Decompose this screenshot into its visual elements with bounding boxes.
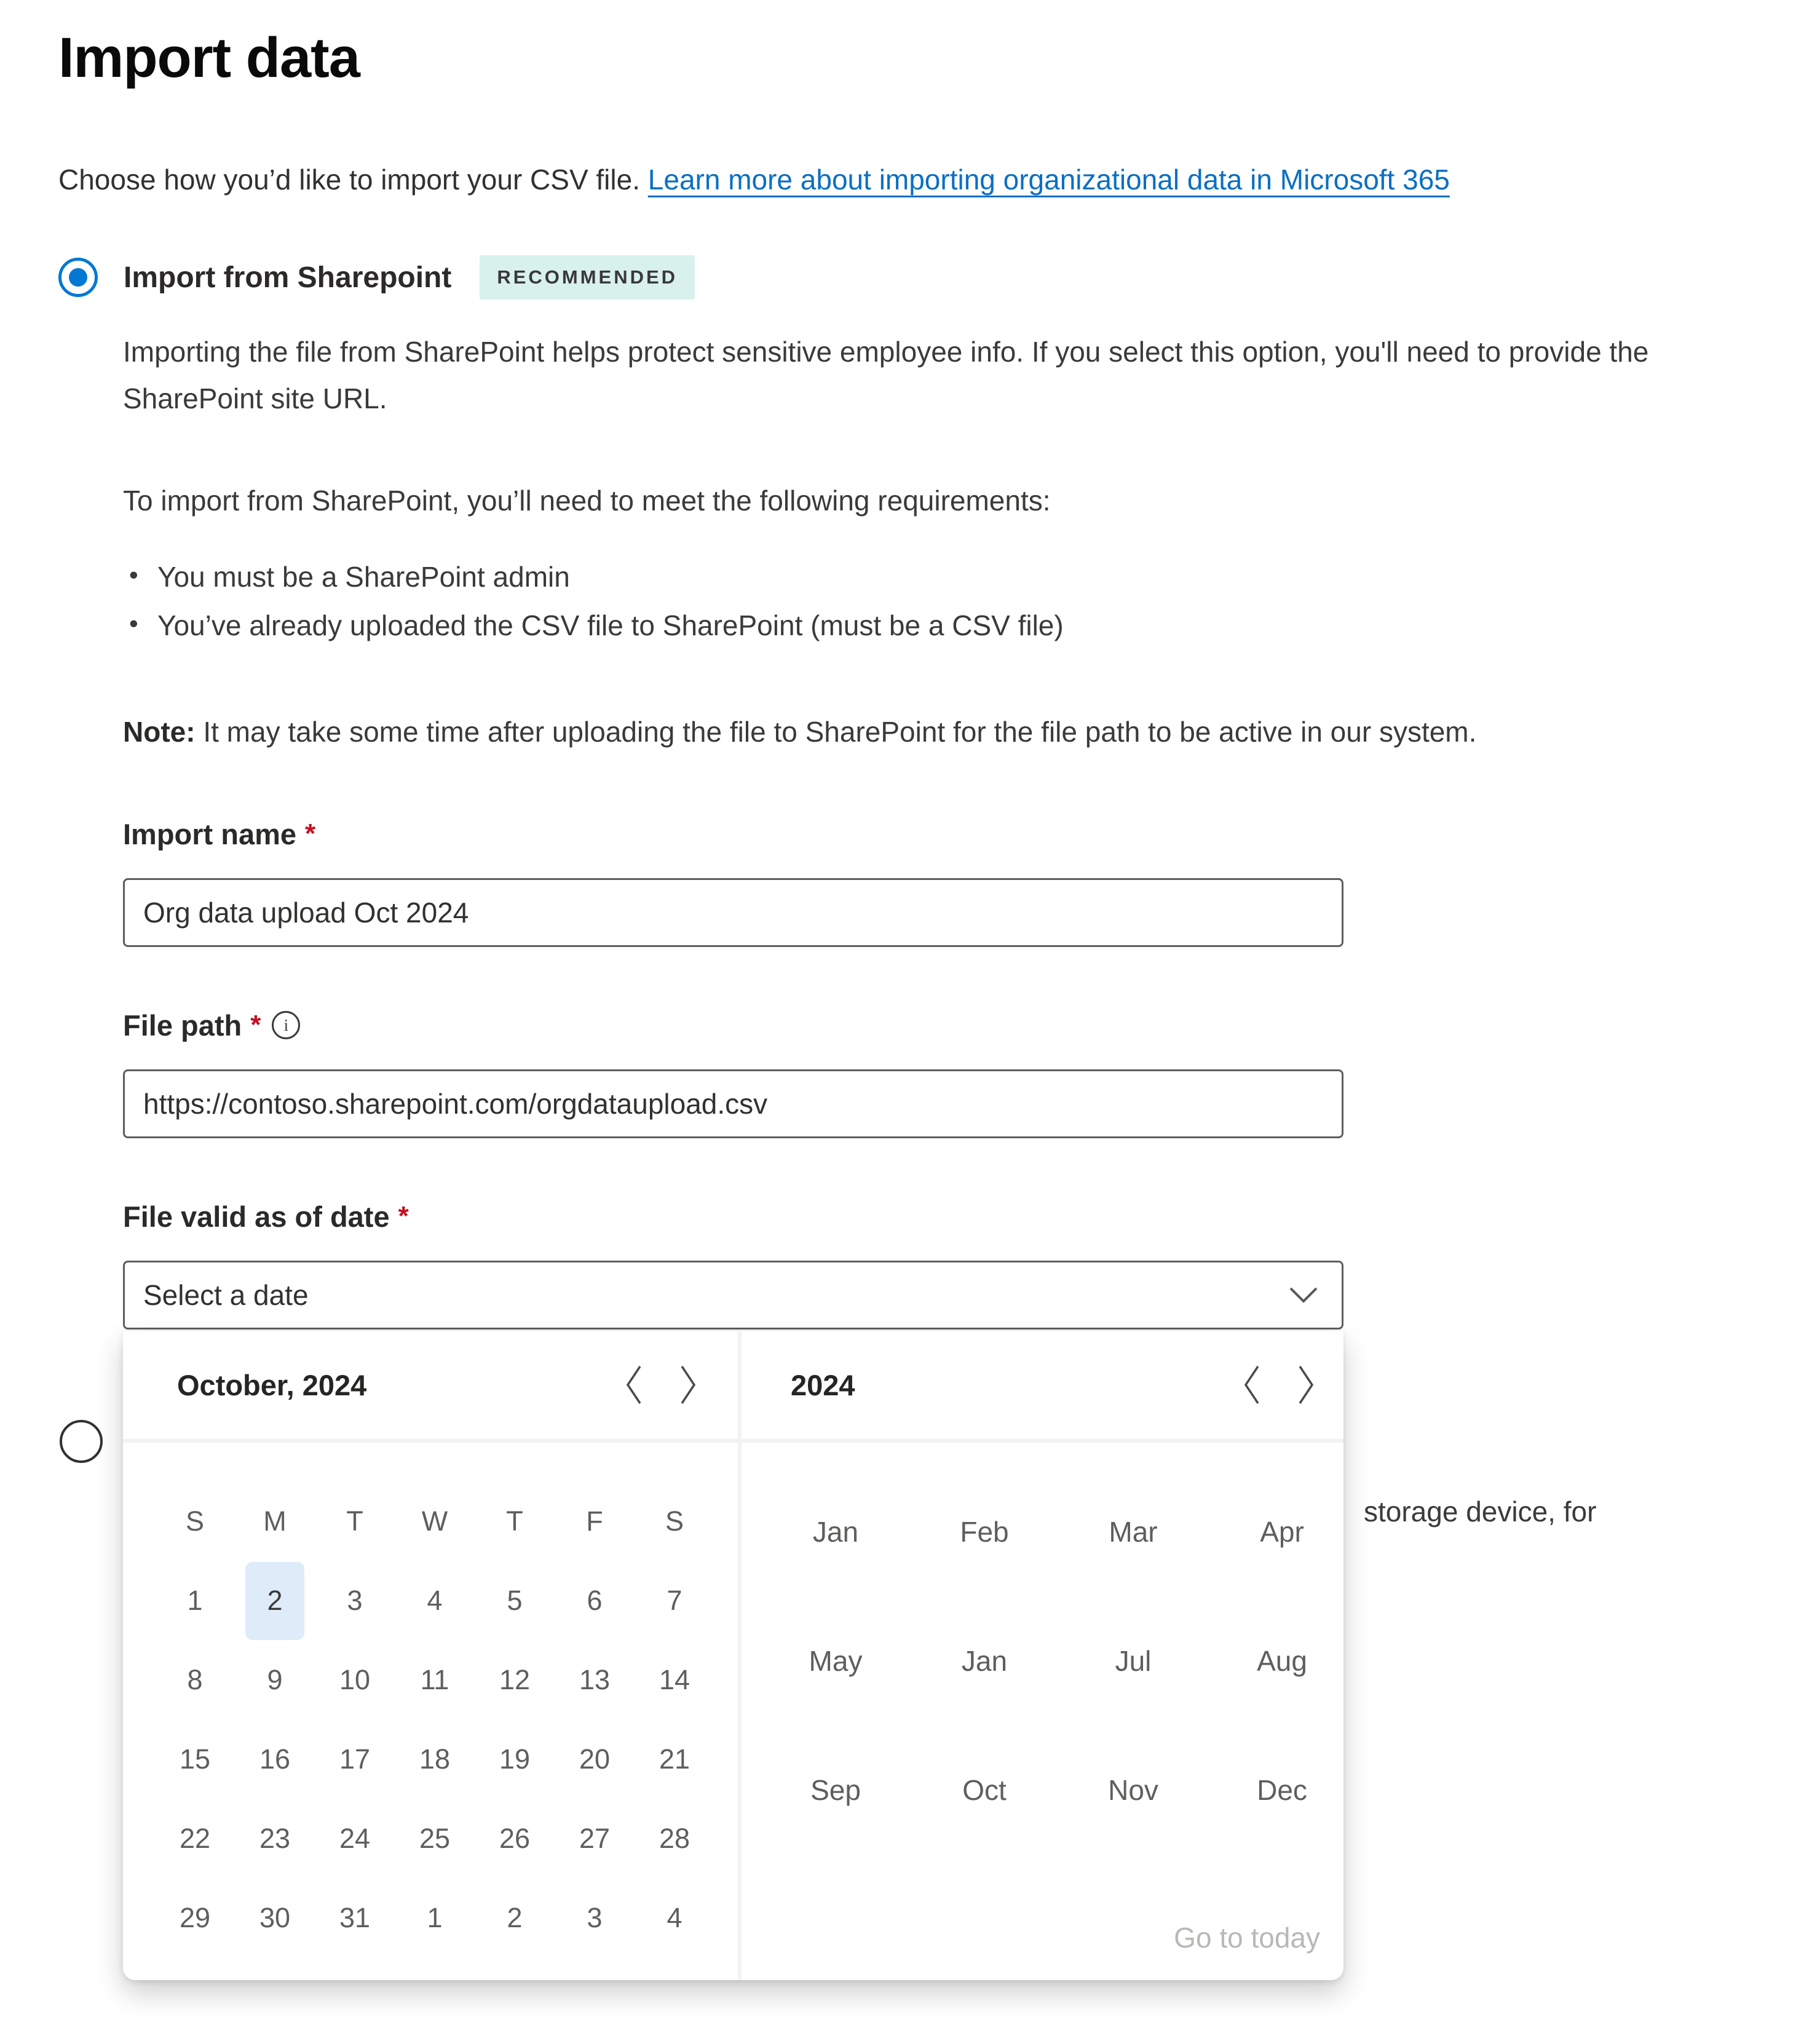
month-nav-buttons bbox=[616, 1331, 706, 1439]
day-label: 3 bbox=[587, 1902, 603, 1934]
day-label: 22 bbox=[179, 1823, 211, 1855]
info-icon[interactable]: i bbox=[272, 1011, 300, 1039]
calendar-day-cell[interactable] bbox=[395, 1641, 475, 1720]
calendar-day-cell[interactable] bbox=[555, 1799, 635, 1879]
day-label: 3 bbox=[347, 1585, 363, 1617]
requirements-intro: To import from SharePoint, you’ll need to meet the following requirements: bbox=[123, 484, 1051, 517]
day-label: 11 bbox=[420, 1664, 449, 1696]
calendar-weekday-header: T bbox=[506, 1505, 523, 1537]
requirement-item: • You must be a SharePoint admin bbox=[123, 553, 1820, 601]
date-select-value: Select a date bbox=[143, 1278, 309, 1311]
day-label: 24 bbox=[339, 1823, 371, 1855]
calendar-day-cell[interactable] bbox=[635, 1720, 714, 1799]
file-valid-field-group bbox=[123, 1200, 1820, 1954]
day-label: 26 bbox=[499, 1823, 531, 1855]
day-label: 19 bbox=[499, 1743, 531, 1775]
calendar-weekday-header: M bbox=[263, 1505, 287, 1537]
go-to-today-link[interactable]: Go to today bbox=[1174, 1921, 1320, 1954]
calendar-month-cell[interactable]: Jul bbox=[1115, 1644, 1152, 1677]
day-label: 18 bbox=[419, 1743, 451, 1775]
calendar-day-cell[interactable] bbox=[635, 1879, 714, 1958]
day-label: 10 bbox=[339, 1664, 371, 1696]
option-details bbox=[123, 329, 1820, 756]
date-select[interactable] bbox=[123, 1261, 1343, 1330]
calendar-month-cell[interactable]: Jan bbox=[961, 1644, 1008, 1677]
required-asterisk: * bbox=[250, 1010, 261, 1040]
calendar-month-header: October, 2024 bbox=[177, 1368, 367, 1401]
note-label: Note: bbox=[123, 715, 196, 748]
file-path-label: File path bbox=[123, 1009, 242, 1042]
calendar-day-cell[interactable] bbox=[475, 1720, 555, 1799]
day-label: 13 bbox=[579, 1664, 611, 1696]
calendar-year-header: 2024 bbox=[791, 1368, 855, 1401]
import-name-field-group bbox=[123, 817, 1820, 947]
file-path-input[interactable] bbox=[123, 1069, 1343, 1138]
previous-year-icon[interactable] bbox=[1234, 1351, 1268, 1419]
calendar-day-cell[interactable] bbox=[155, 1879, 235, 1958]
sharepoint-description: Importing the file from SharePoint helps protect sensitive employee info. If you select this option, you'll need to provide the SharePoint site URL. bbox=[123, 336, 1649, 414]
day-label: 25 bbox=[419, 1823, 451, 1855]
calendar-day-cell[interactable] bbox=[315, 1879, 395, 1958]
required-asterisk: * bbox=[398, 1201, 409, 1232]
calendar-day-grid bbox=[155, 1482, 738, 1958]
day-label: 16 bbox=[259, 1743, 291, 1775]
date-picker-popup bbox=[123, 1331, 1343, 1980]
calendar-day-cell[interactable] bbox=[475, 1879, 555, 1958]
day-label: 17 bbox=[339, 1743, 371, 1775]
day-label: 1 bbox=[427, 1902, 443, 1934]
calendar-month-cell[interactable]: Aug bbox=[1257, 1644, 1307, 1677]
calendar-weekday-header: S bbox=[665, 1505, 684, 1537]
chevron-down-icon bbox=[1289, 1286, 1318, 1304]
calendar-day-cell[interactable] bbox=[235, 1641, 315, 1720]
requirements-list bbox=[123, 553, 1820, 650]
calendar-day-cell[interactable] bbox=[235, 1720, 315, 1799]
calendar-month-cell[interactable]: May bbox=[809, 1644, 863, 1677]
radio-selected-dot bbox=[69, 268, 87, 287]
next-year-icon[interactable] bbox=[1289, 1351, 1324, 1419]
calendar-day-cell[interactable] bbox=[635, 1641, 714, 1720]
file-valid-label-row bbox=[123, 1200, 1820, 1234]
day-label: 1 bbox=[187, 1585, 203, 1617]
calendar-day-cell[interactable] bbox=[155, 1561, 235, 1641]
file-valid-label: File valid as of date bbox=[123, 1200, 390, 1233]
day-label: 6 bbox=[587, 1585, 603, 1617]
day-label: 23 bbox=[259, 1823, 291, 1855]
calendar-day-cell[interactable] bbox=[635, 1799, 714, 1879]
device-upload-radio[interactable] bbox=[60, 1420, 103, 1463]
day-label: 4 bbox=[667, 1902, 682, 1934]
sharepoint-option-label: Import from Sharepoint bbox=[124, 261, 452, 294]
day-label: 12 bbox=[499, 1664, 531, 1696]
page-title: Import data bbox=[58, 26, 360, 89]
calendar-weekday-header: W bbox=[421, 1505, 448, 1537]
day-label: 15 bbox=[179, 1743, 211, 1775]
calendar-weekday-header: S bbox=[185, 1505, 204, 1537]
calendar-day-cell[interactable] bbox=[315, 1720, 395, 1799]
calendar-day-cell[interactable] bbox=[395, 1561, 475, 1641]
calendar-day-cell[interactable] bbox=[395, 1720, 475, 1799]
calendar-day-cell[interactable] bbox=[155, 1641, 235, 1720]
sharepoint-option-row bbox=[58, 255, 1820, 299]
calendar-day-cell[interactable] bbox=[315, 1561, 395, 1641]
note-text: Note: It may take some time after uploading the file to SharePoint for the file path to be active in our system. bbox=[123, 715, 1477, 748]
calendar-day-cell[interactable] bbox=[315, 1799, 395, 1879]
day-label: 20 bbox=[579, 1743, 611, 1775]
calendar-day-cell[interactable] bbox=[475, 1799, 555, 1879]
day-label: 27 bbox=[579, 1823, 611, 1855]
calendar-day-cell[interactable] bbox=[235, 1561, 315, 1641]
calendar-month-grid bbox=[761, 1467, 1343, 1855]
calendar-day-cell[interactable] bbox=[315, 1641, 395, 1720]
calendar-day-cell[interactable] bbox=[235, 1879, 315, 1958]
intro-sentence: Choose how you’d like to import your CSV file. bbox=[58, 164, 648, 196]
calendar-weekday-header: F bbox=[586, 1505, 603, 1537]
import-name-label-row bbox=[123, 817, 1820, 851]
calendar-day-cell[interactable] bbox=[155, 1720, 235, 1799]
file-path-field-group bbox=[123, 1009, 1820, 1138]
calendar-day-cell[interactable] bbox=[475, 1561, 555, 1641]
day-label: 29 bbox=[179, 1902, 211, 1934]
intro-text bbox=[58, 163, 1820, 196]
calendar-month-cell[interactable]: Oct bbox=[962, 1773, 1007, 1806]
day-label: 28 bbox=[659, 1823, 690, 1855]
day-label: 21 bbox=[659, 1743, 690, 1775]
calendar-month-cell[interactable]: Apr bbox=[1260, 1515, 1304, 1548]
year-nav-buttons bbox=[1234, 1331, 1324, 1439]
learn-more-link[interactable]: Learn more about importing organizational data in Microsoft 365 bbox=[647, 164, 1450, 196]
calendar-weekday-header: T bbox=[346, 1505, 363, 1537]
calendar-month-cell[interactable]: Dec bbox=[1257, 1773, 1307, 1806]
calendar-day-cell[interactable] bbox=[635, 1561, 714, 1641]
calendar-day-cell[interactable] bbox=[555, 1720, 635, 1799]
day-label: 2 bbox=[507, 1902, 523, 1934]
previous-month-icon[interactable] bbox=[616, 1351, 651, 1419]
calendar-day-cell[interactable] bbox=[235, 1799, 315, 1879]
hidden-option-text-fragment: storage device, for bbox=[1364, 1495, 1597, 1528]
calendar-month-cell[interactable]: Mar bbox=[1109, 1515, 1158, 1548]
calendar-day-cell[interactable] bbox=[395, 1879, 475, 1958]
day-label: 30 bbox=[259, 1902, 291, 1934]
calendar-month-cell[interactable]: Sep bbox=[810, 1773, 861, 1806]
next-month-icon[interactable] bbox=[671, 1351, 706, 1419]
day-label: 5 bbox=[507, 1585, 523, 1617]
required-asterisk: * bbox=[305, 818, 316, 849]
calendar-month-cell[interactable]: Jan bbox=[812, 1515, 859, 1548]
calendar-day-cell[interactable] bbox=[555, 1641, 635, 1720]
calendar-day-cell[interactable] bbox=[155, 1799, 235, 1879]
day-label: 9 bbox=[267, 1664, 283, 1696]
calendar-day-cell[interactable] bbox=[555, 1879, 635, 1958]
day-label: 4 bbox=[427, 1585, 443, 1617]
import-name-label: Import name bbox=[123, 817, 297, 850]
file-path-label-row bbox=[123, 1009, 1820, 1042]
day-label: 31 bbox=[339, 1902, 371, 1934]
import-name-input[interactable] bbox=[123, 878, 1343, 947]
recommended-badge: RECOMMENDED bbox=[480, 255, 695, 299]
day-label: 8 bbox=[187, 1664, 203, 1696]
calendar-day-panel bbox=[123, 1331, 738, 1980]
day-label: 14 bbox=[659, 1664, 690, 1696]
calendar-day-cell[interactable] bbox=[555, 1561, 635, 1641]
calendar-month-panel bbox=[742, 1331, 1343, 1980]
day-label: 7 bbox=[667, 1585, 682, 1617]
calendar-month-cell[interactable]: Feb bbox=[960, 1515, 1009, 1548]
calendar-month-cell[interactable]: Nov bbox=[1108, 1773, 1158, 1806]
selected-day: 2 bbox=[245, 1562, 304, 1640]
requirement-item: • You’ve already uploaded the CSV file to SharePoint (must be a CSV file) bbox=[123, 601, 1820, 650]
calendar-day-cell[interactable] bbox=[395, 1799, 475, 1879]
sharepoint-radio[interactable] bbox=[58, 258, 98, 297]
calendar-day-cell[interactable] bbox=[475, 1641, 555, 1720]
